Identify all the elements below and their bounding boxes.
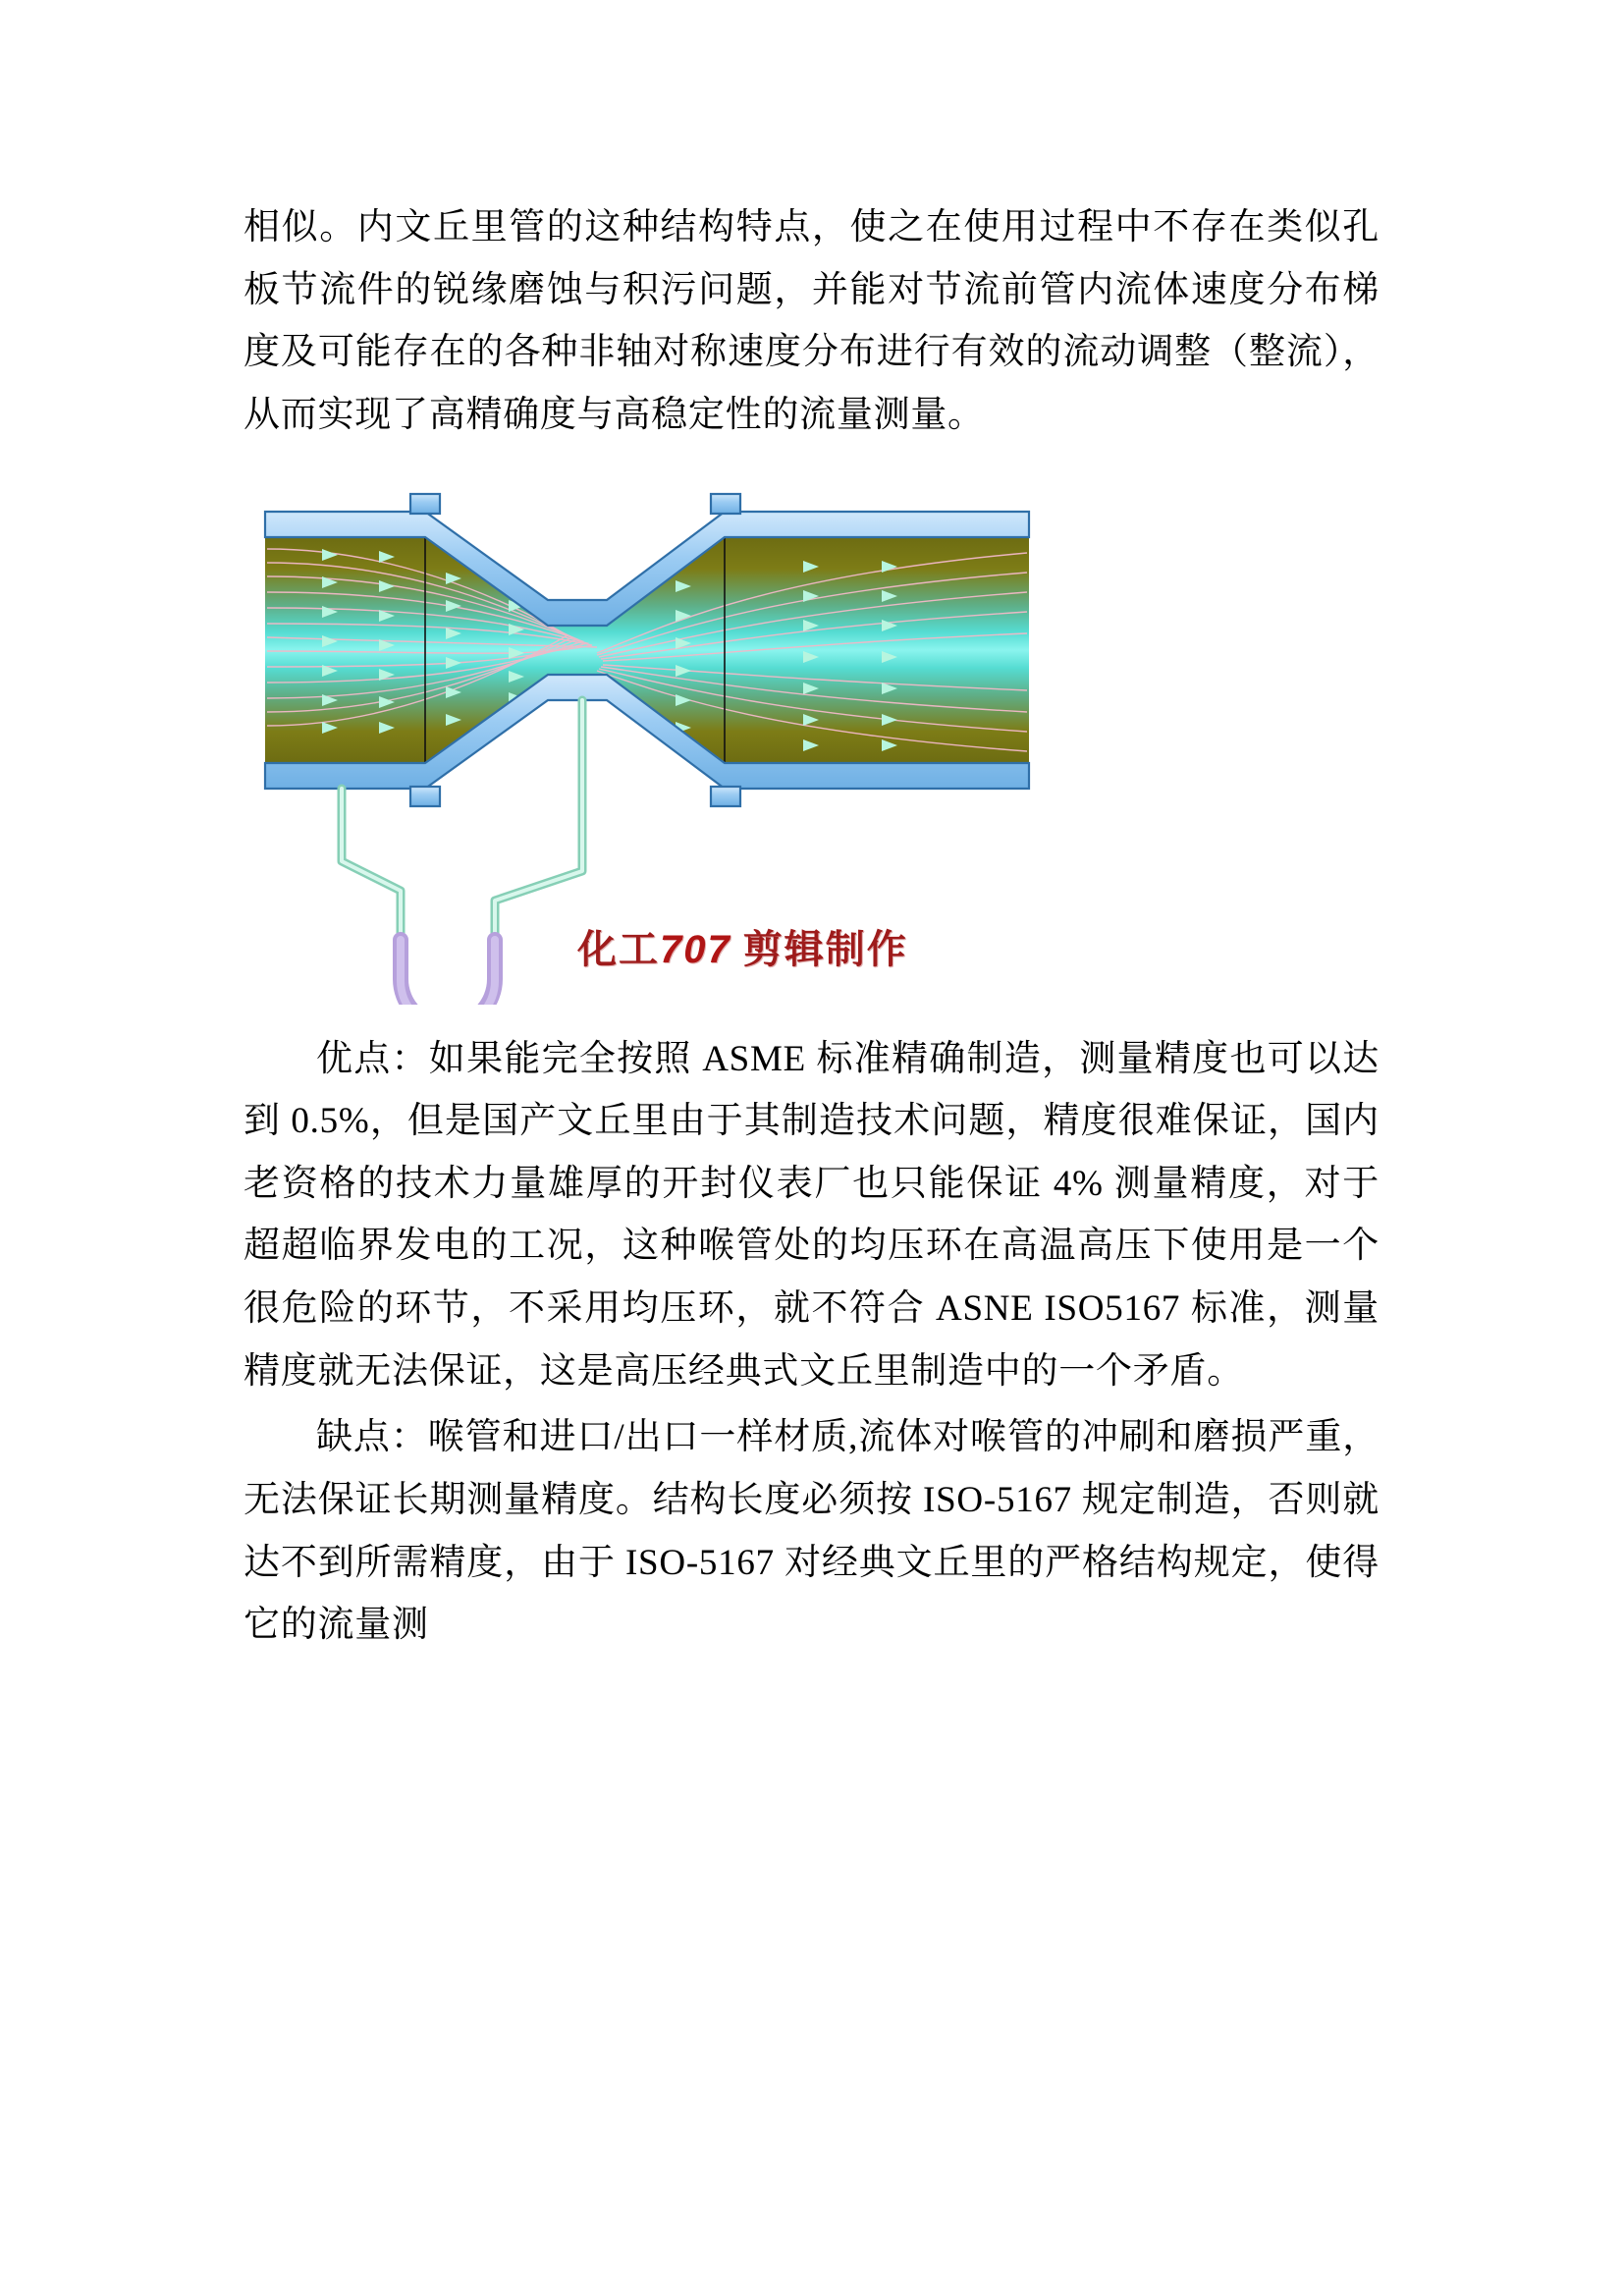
figure-container — [243, 468, 1380, 1014]
watermark-number: 707 — [660, 927, 731, 971]
figure-watermark — [577, 918, 908, 974]
venturi-diagram-inner — [253, 478, 1137, 1005]
paragraph-3: 缺点：喉管和进口/出口一样材质,流体对喉管的冲刷和磨损严重，无法保证长期测量精度。结构长度必须按 ISO-5167 规定制造，否则就达不到所需精度，由于 ISO-5167 对经典文丘里的严格结构规定，使得它的流量测 — [243, 1417, 1380, 1646]
watermark-prefix: 化工 — [577, 926, 660, 971]
watermark-suffix: 剪辑制作 — [730, 926, 908, 971]
paragraph-1: 相似。内文丘里管的这种结构特点，使之在使用过程中不存在类似孔板节流件的锐缘磨蚀与积污问题，并能对节流前管内流体速度分布梯度及可能存在的各种非轴对称速度分布进行有效的流动调整（整流），从而实现了高精确度与高稳定性的流量测量。 — [243, 207, 1380, 435]
venturi-diagram — [243, 468, 1147, 1014]
paragraph-2: 优点：如果能完全按照 ASME 标准精确制造，测量精度也可以达到 0.5%，但是国产文丘里由于其制造技术问题，精度很难保证，国内老资格的技术力量雄厚的开封仪表厂也只能保证 4% 测量精度，对于超超临界发电的工况，这种喉管处的均压环在高温高压下使用是一个很危险的环节，不采用均压环，就不符合 ASNE ISO5167 标准，测量精度就无法保证，这是高压经典式文丘里制造中的一个矛盾。 — [243, 1038, 1380, 1392]
